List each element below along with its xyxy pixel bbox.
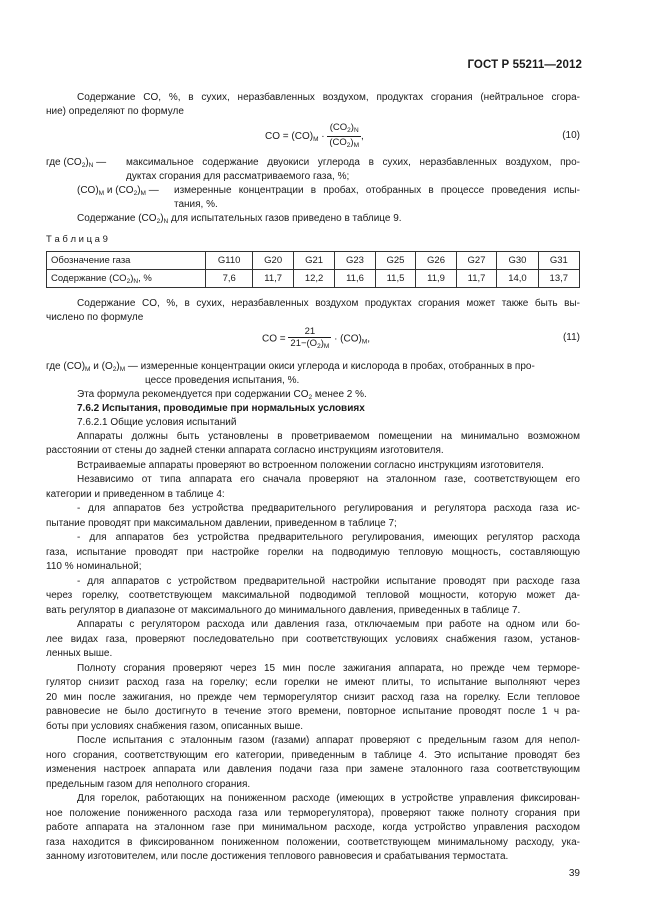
table-cell: G27 xyxy=(456,252,497,270)
body-line: категории и приведенном в таблице 4: xyxy=(46,489,225,500)
where-term: $(CO)_M$ и $(CO_2)_M$ — xyxy=(77,185,159,197)
body-line: предельным газом для неполного сгорания. xyxy=(46,779,251,790)
body-line: гулятор снизит расход газа на горелку; если горелки не имеют плиты, то испытание выполняют через xyxy=(46,677,580,688)
body-line: газа находится в фиксированном пониженном положении, соответствующем минимальному расходу, ука- xyxy=(46,837,580,848)
body-line: Аппараты с регулятором расхода или давления газа, отключаемым при работе на одном или бо- xyxy=(77,619,580,630)
table-cell: G30 xyxy=(497,252,538,270)
paragraph-line: Содержание CO, %, в сухих, неразбавленных воздухом продуктах сгорания может также быть вы- xyxy=(77,298,580,309)
page-number: 39 xyxy=(568,868,580,879)
body-line: расстоянии от стены до задней стенки аппарата согласно инструкциям изготовителя. xyxy=(46,445,444,456)
table-row xyxy=(47,270,580,288)
body-line: - для аппаратов без устройства предварительного регулирования и регулятора расхода газа ис- xyxy=(77,503,580,514)
table-header-cell: Содержание $(CO_2)_N$, % xyxy=(47,270,206,288)
paragraph-line: Содержание $(CO_2)_N$ для испытательных газов приведено в таблице 9. xyxy=(77,213,402,225)
where-desc: измеренные концентрации в пробах, отобранных в процессе проведения испы- xyxy=(174,185,580,196)
body-line: ное положение пониженного расхода газа или терморегулятора), проверяют также полноту сгорания при xyxy=(46,808,580,819)
body-line: занному изготовителем, или после достижения теплового равновесия и срабатывания термостата. xyxy=(46,851,509,862)
table-row xyxy=(47,252,580,270)
formula-10: CO = $(CO)_M$ · $\frac{(CO_2)_N}{(CO_2)_M}$ , xyxy=(265,122,364,149)
body-line: ного сгорания, соответствующим его категории, приведенным в таблице 4. Это испытание проводят без xyxy=(46,750,580,761)
body-line: ленных выше. xyxy=(46,648,113,659)
table-cell: 11,9 xyxy=(416,270,457,288)
body-line: Полноту сгорания проверяют через 15 мин после зажигания аппарата, но прежде чем терморе- xyxy=(77,663,580,674)
table-cell: 7,6 xyxy=(206,270,253,288)
table-cell: 11,7 xyxy=(456,270,497,288)
body-line: Независимо от типа аппарата его сначала проверяют на эталонном газе, соответствующем его xyxy=(77,474,580,485)
table-cell: G25 xyxy=(375,252,416,270)
body-line: 20 мин после зажигания, но прежде чем терморегулятор снизит расход газа на горелку. Если тепловое xyxy=(46,692,580,703)
where-term: где $(CO_2)_N$ — xyxy=(46,157,107,169)
body-line: Для горелок, работающих на пониженном расходе (имеющих в устройстве управления фиксирован- xyxy=(77,793,580,804)
table-caption: Т а б л и ц а 9 xyxy=(46,234,108,245)
table-cell: G21 xyxy=(293,252,334,270)
body-line: - для аппаратов без устройства предварительного регулирования, имеющих регулятор расхода xyxy=(77,532,580,543)
table-cell: 13,7 xyxy=(538,270,579,288)
table-cell: G26 xyxy=(416,252,457,270)
table-9 xyxy=(46,251,580,288)
where-desc: максимальное содержание двуокиси углерода в сухих, неразбавленных воздухом, про- xyxy=(126,157,580,168)
table-header-cell: Обозначение газа xyxy=(47,252,206,270)
table-cell: 11,5 xyxy=(375,270,416,288)
body-line: Встраиваемые аппараты проверяют во встроенном положении согласно инструкциям изготовителя. xyxy=(77,460,544,471)
paragraph-line: Содержание CO, %, в сухих, неразбавленных воздухом, продуктах сгорания (нейтральное сгора- xyxy=(77,92,580,103)
body-line: лее видах газа, проверяют последовательно при соответствующих условиях снабжения газом, установ- xyxy=(46,634,580,645)
body-line: пытание проводят при максимальном давлении, приведенном в таблице 7; xyxy=(46,518,397,529)
fraction: $\frac{(CO_2)_N}{(CO_2)_M}$ xyxy=(329,122,360,149)
table-cell: 11,7 xyxy=(253,270,294,288)
body-line: вать регулятор в диапазоне от максимального до минимального давления, приведенных в таблице 7. xyxy=(46,605,521,616)
section-heading: 7.6.2 Испытания, проводимые при нормальных условиях xyxy=(77,403,365,414)
body-line: 110 % номинальной; xyxy=(46,561,142,572)
table-cell: G23 xyxy=(335,252,376,270)
equation-number: (11) xyxy=(562,332,580,343)
formula-11: CO = $\frac{21}{21-(O_2)_M}$ · $(CO)_M$, xyxy=(262,326,371,350)
body-line: боты при условиях снабжения газом, описанных выше. xyxy=(46,721,304,732)
body-line: работе аппарата на эталонном газе при минимальном расходе, когда устройство управления расходом xyxy=(46,822,580,833)
table-cell: 12,2 xyxy=(293,270,334,288)
table-cell: 11,6 xyxy=(335,270,376,288)
where-line: где $(CO)_M$ и $(O_2)_M$ — измеренные концентрации окиси углерода и кислорода в пробах, отобранных в про- xyxy=(46,361,535,373)
equation-number: (10) xyxy=(562,130,580,141)
table-cell: G31 xyxy=(538,252,579,270)
where-desc: тания, %. xyxy=(174,199,218,210)
paragraph-line: числено по формуле xyxy=(46,312,144,323)
table-cell: 14,0 xyxy=(497,270,538,288)
body-line: После испытания с эталонным газом (газами) аппарат проверяют с предельным газом для непол- xyxy=(77,735,580,746)
fraction: $\frac{21}{21-(O_2)_M}$ xyxy=(290,326,330,350)
paragraph-line: ние) определяют по формуле xyxy=(46,106,184,117)
body-line: Аппараты должны быть установлены в проветриваемом помещении на минимально возможном xyxy=(77,431,580,442)
body-line: изменения настроек аппарата или давления подачи газа при замене эталонного газа соответствующим xyxy=(46,764,580,775)
body-line: газа, испытание проводят при настройке горелки на подводимую тепловую мощность, составляющую xyxy=(46,547,580,558)
where-desc: дуктах сгорания для рассматриваемого газа, %; xyxy=(126,171,350,182)
table-cell: G20 xyxy=(253,252,294,270)
table-cell: G110 xyxy=(206,252,253,270)
subsection-heading: 7.6.2.1 Общие условия испытаний xyxy=(77,417,237,428)
body-line: - для аппаратов с устройством предварительной настройки испытание проводят при расходе газа xyxy=(77,576,580,587)
body-line: равновесие не было достигнуто в течение этого времени, повторное испытание проводят после 1 ч ра- xyxy=(46,706,580,717)
body-line: через горелку, соответствующем максимальной подводимой тепловой мощности, которую может да- xyxy=(46,590,580,601)
paragraph-line: Эта формула рекомендуется при содержании $CO_2$ менее 2 %. xyxy=(77,389,367,401)
where-desc: цессе проведения испытания, %. xyxy=(145,375,300,386)
standard-header: ГОСТ Р 55211—2012 xyxy=(467,59,582,71)
